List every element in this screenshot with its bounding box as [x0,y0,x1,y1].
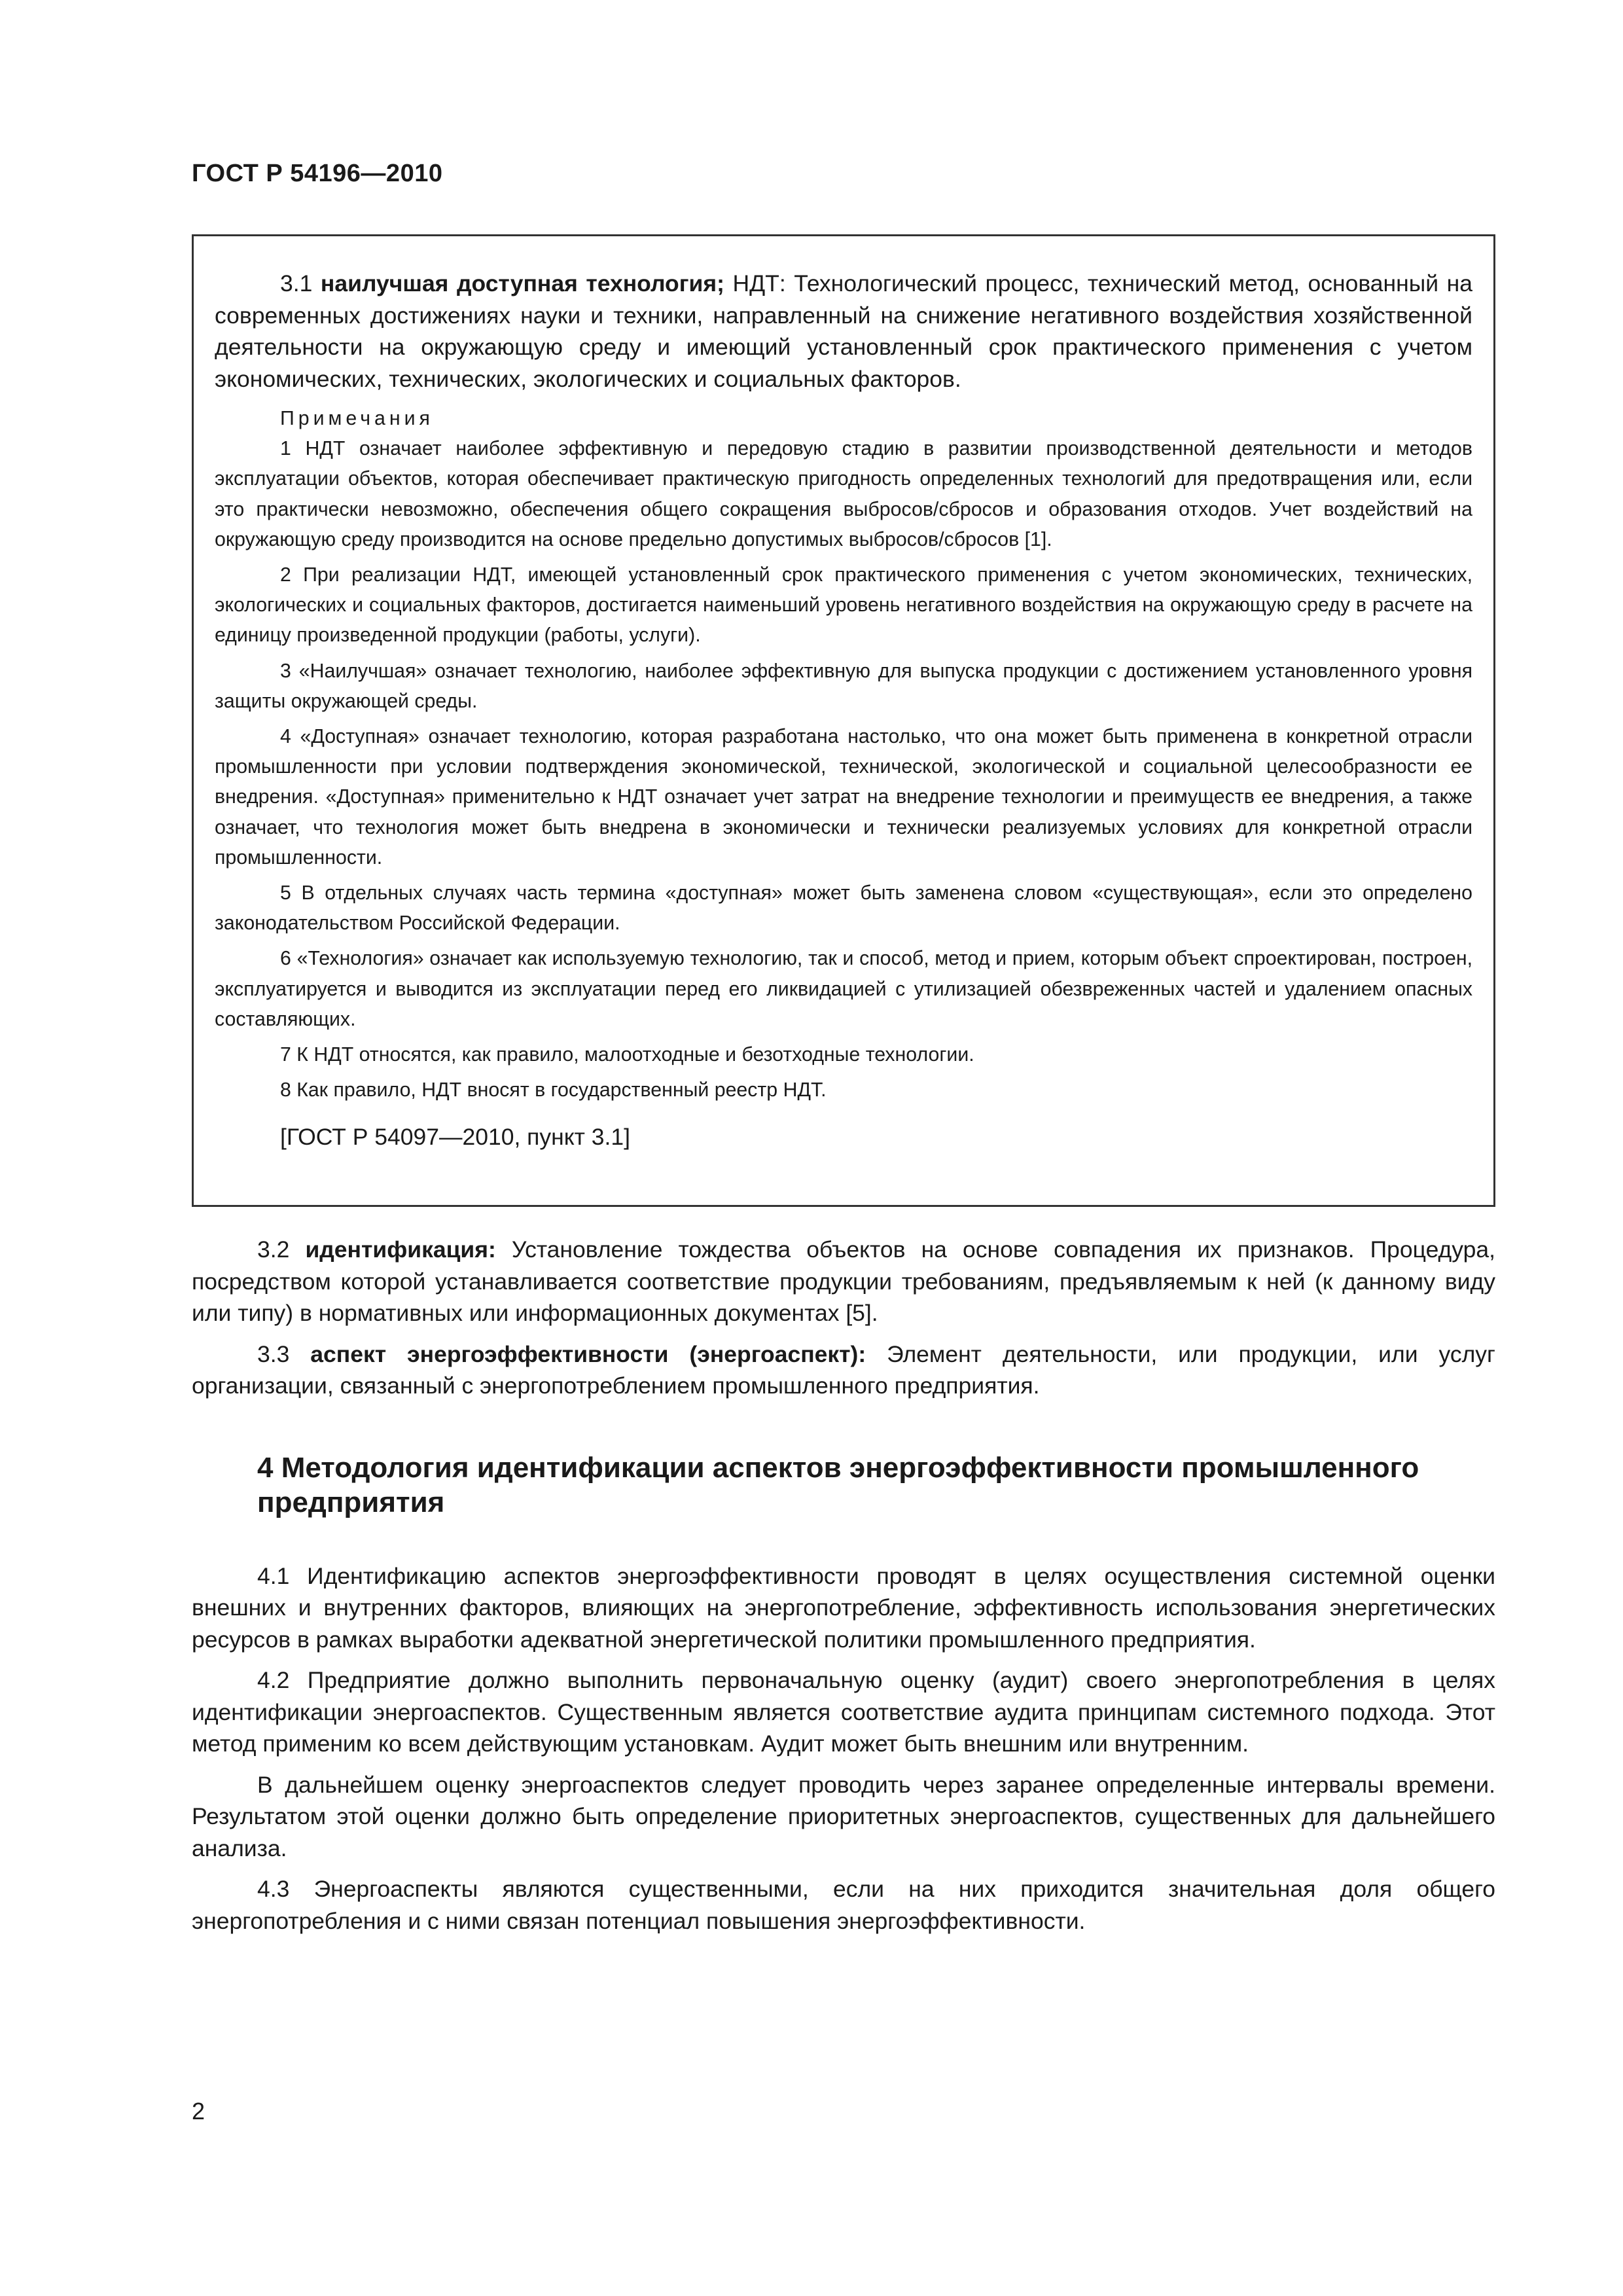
definition-term: наилучшая доступная технология; [320,270,724,296]
document-code-header: ГОСТ Р 54196—2010 [192,160,443,187]
note-4: 4 «Доступная» означает технологию, которая разработана настолько, что она может быть применена в конкретной отрасли промышленности при условии подтверждения экономической, технической, экологической и социальной целесообразности ее внедрения. «Доступная» применительно к НДТ означает учет затрат на внедрение технологии и преимуществ ее внедрения, а также означает, что технология может быть внедрена в экономически и технически реализуемых условиях для конкретной отрасли промышленности. [215,726,1472,869]
definition-text: Элемент деятельности, или продукции, или услуг организации, связанный с энергопотреблением промышленного предприятия. [192,1340,1495,1399]
definition-3-2 [192,1234,1495,1329]
definition-text: НДТ: Технологический процесс, технический метод, основанный на современных достижениях науки и техники, направленный на снижение негативного воздействия хозяйственной деятельности на окружающую среду и имеющий установленный срок практического применения с учетом экономических, технических, экологических и социальных факторов. [215,270,1472,392]
note-1: 1 НДТ означает наиболее эффективную и передовую стадию в развитии производственной деятельности и методов эксплуатации объектов, которая обеспечивает практическую пригодность определенных технологий для предотвращения или, если это практически невозможно, обеспечения общего сокращения выбросов/сбросов и образования отходов. Учет воздействий на окружающую среду производится на основе предельно допустимых выбросов/сбросов [1]. [215,438,1472,550]
paragraph-4-1: 4.1 Идентификацию аспектов энергоэффективности проводят в целях осуществления системной оценки внешних и внутренних факторов, влияющих на энергопотребление, эффективность использования энергетических ресурсов в рамках выработки адекватной энергетической политики промышленного предприятия. [192,1562,1495,1653]
note-7: 7 К НДТ относятся, как правило, малоотходные и безотходные технологии. [280,1044,974,1066]
definition-box-3-1 [192,234,1495,1207]
definition-3-3 [192,1338,1495,1402]
note-5: 5 В отдельных случаях часть термина «доступная» может быть заменена словом «существующая», если это определено законодательством Российской Федерации. [215,882,1472,935]
definition-term: идентификация: [305,1236,496,1263]
page-number: 2 [192,2098,205,2125]
main-content [192,1234,1495,1937]
definition-3-1 [215,268,1472,395]
note-6: 6 «Технология» означает как используемую технологию, так и способ, метод и прием, которым объект спроектирован, построен, эксплуатируется и выводится из эксплуатации перед его ликвидацией с утилизацией обезвреженных частей и удалением опасных составляющих. [215,948,1472,1030]
reference-citation: [ГОСТ Р 54097—2010, пункт 3.1] [280,1124,631,1151]
notes-title: Примечания [280,408,434,429]
definition-text: Установление тождества объектов на основе совпадения их признаков. Процедура, посредством которой устанавливается соответствие продукции требованиям, предъявляемым к ней (к данному виду или типу) в нормативных или информационных документах [5]. [192,1236,1495,1326]
definition-number: 3.3 [257,1340,290,1367]
definition-number: 3.1 [280,270,313,296]
note-2: 2 При реализации НДТ, имеющей установленный срок практического применения с учетом экономических, технических, экологических и социальных факторов, достигается наименьший уровень негативного воздействия на окружающую среду в расчете на единицу произведенной продукции (работы, услуги). [215,564,1472,647]
section-4-title: 4 Методология идентификации аспектов энергоэффективности промышленного предприятия [257,1451,1419,1518]
definition-term: аспект энергоэффективности (энергоаспект): [310,1340,866,1367]
paragraph-4-2-continued: В дальнейшем оценку энергоаспектов следует проводить через заранее определенные интервалы времени. Результатом этой оценки должно быть определение приоритетных энергоаспектов, существенных для дальнейшего анализа. [192,1771,1495,1861]
definition-number: 3.2 [257,1236,290,1263]
note-8: 8 Как правило, НДТ вносят в государственный реестр НДТ. [280,1079,827,1102]
paragraph-4-2: 4.2 Предприятие должно выполнить первоначальную оценку (аудит) своего энергопотребления в целях идентификации энергоаспектов. Существенным является соответствие аудита принципам системного подхода. Этот метод применим ко всем действующим установкам. Аудит может быть внешним или внутренним. [192,1667,1495,1757]
note-3: 3 «Наилучшая» означает технологию, наиболее эффективную для выпуска продукции с достижением установленного уровня защиты окружающей среды. [215,660,1472,712]
paragraph-4-3: 4.3 Энергоаспекты являются существенными, если на них приходится значительная доля общего энергопотребления и с ними связан потенциал повышения энергоэффективности. [192,1876,1495,1934]
